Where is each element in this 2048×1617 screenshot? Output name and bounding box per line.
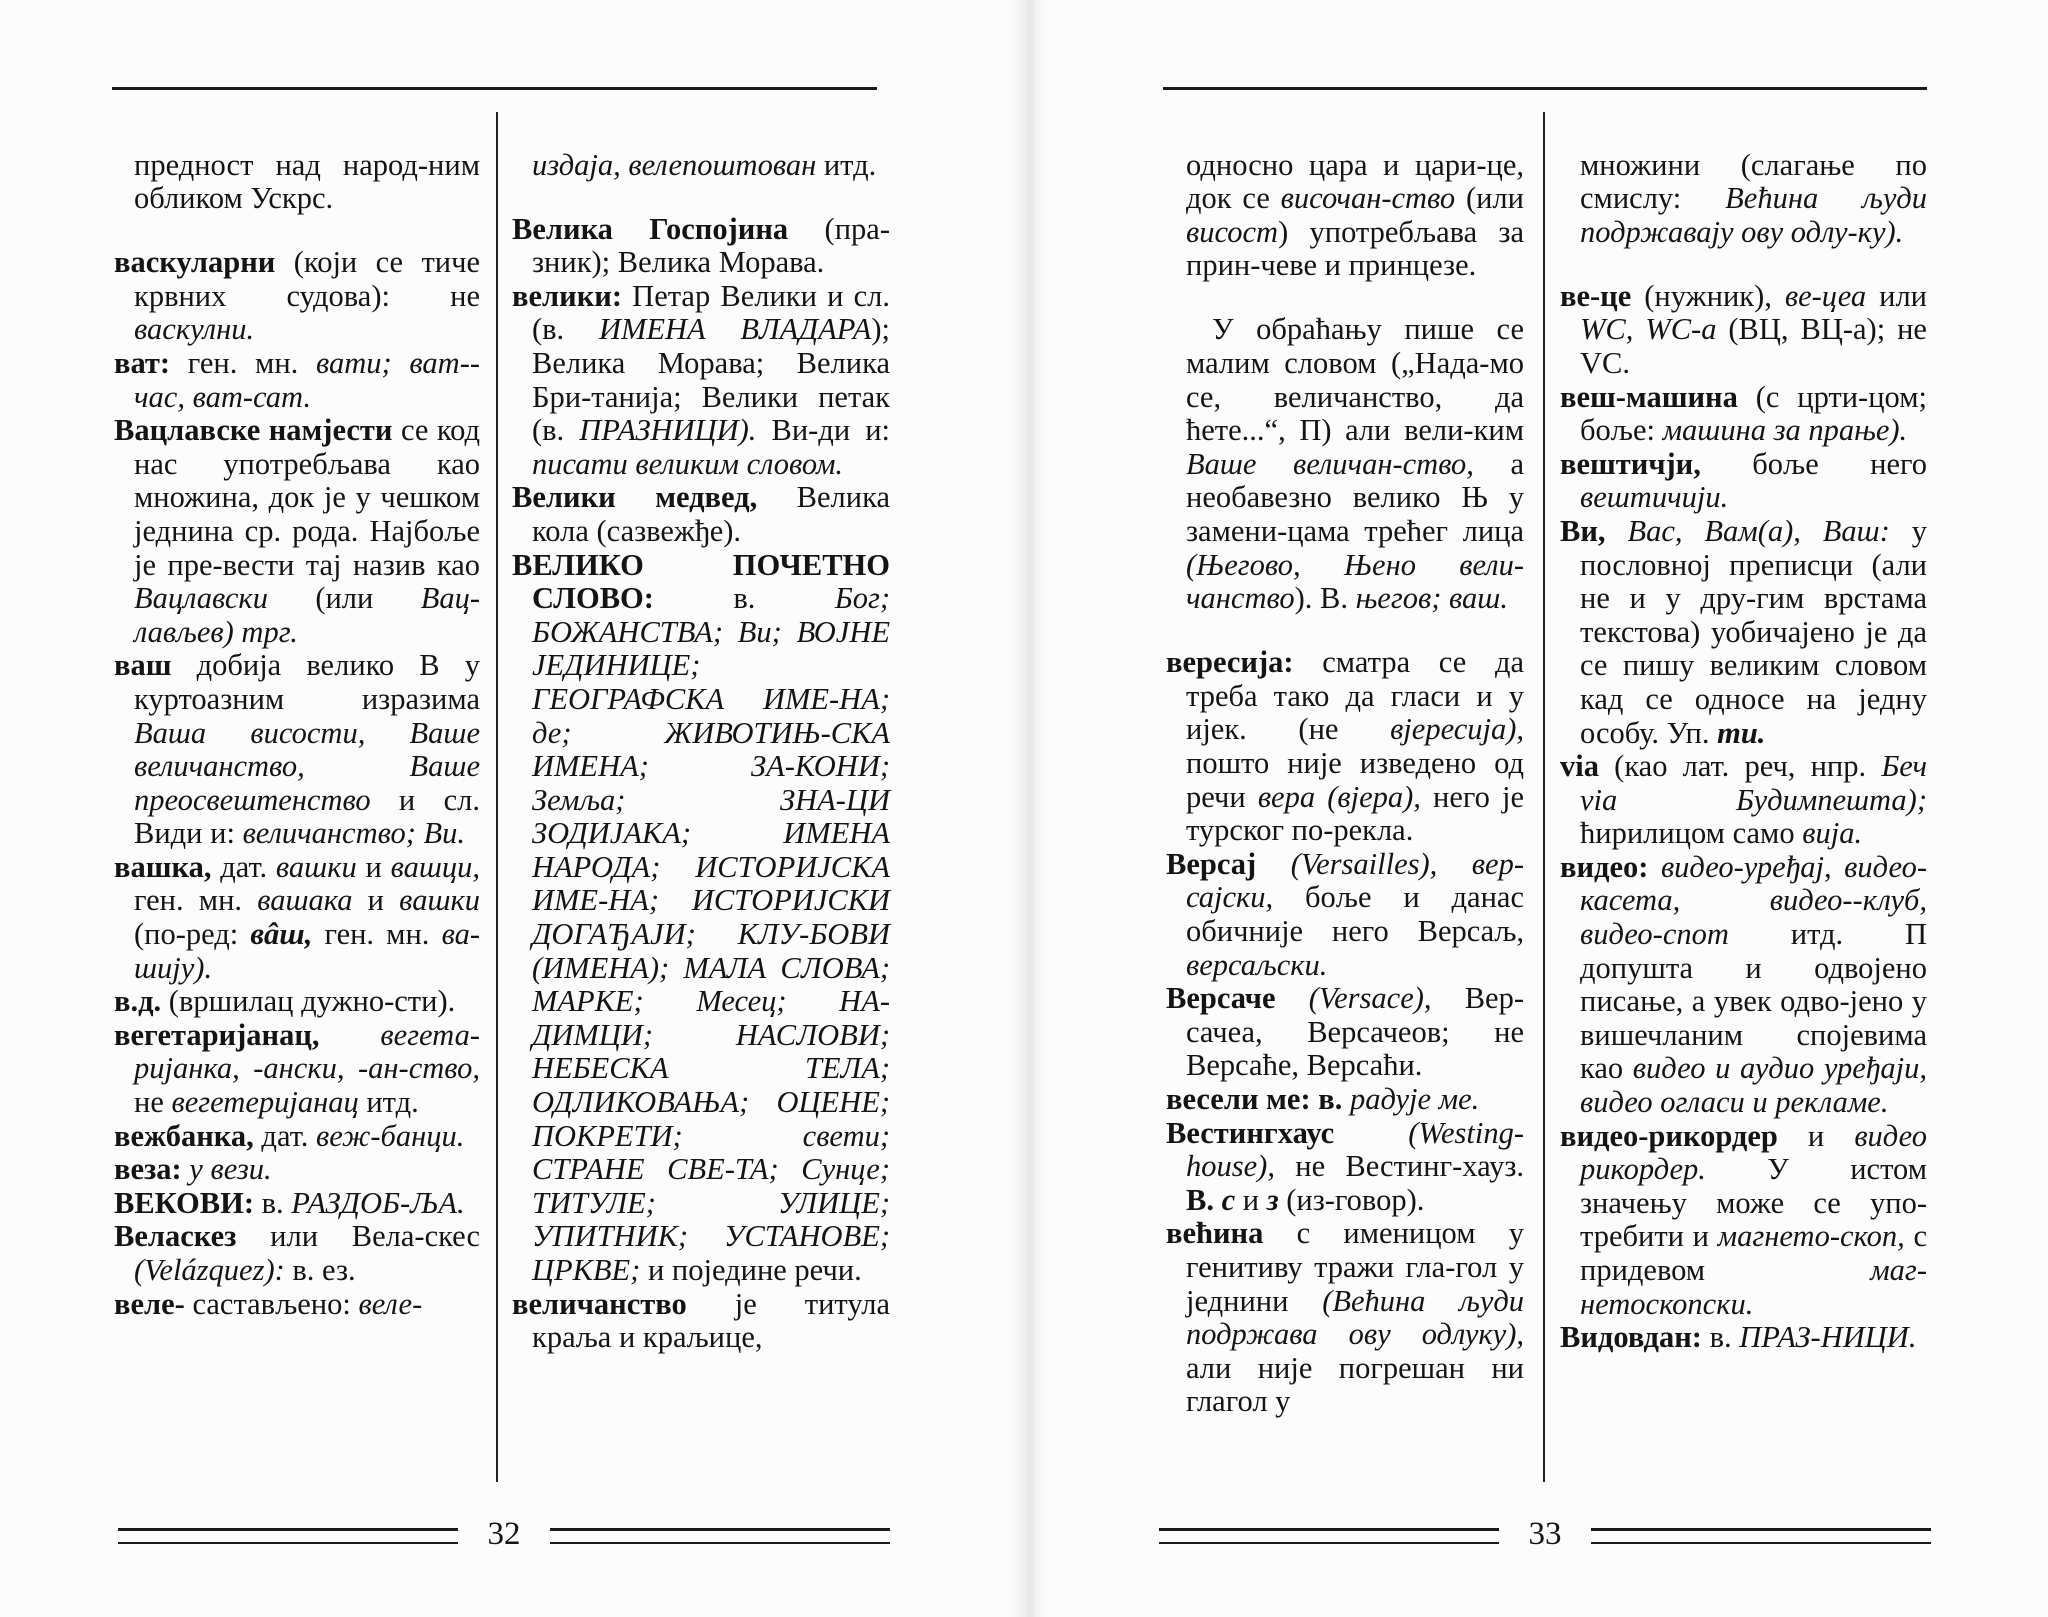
headword: Ви, — [1560, 513, 1606, 548]
entry-text: (пра-зник); Велика Морава. — [532, 211, 890, 280]
entry-text — [1606, 514, 1628, 548]
italic-text: Беч via Будимпешта); — [1580, 749, 1927, 817]
headword: Вестингхаус — [1166, 1115, 1335, 1150]
headword: Видовдан: — [1560, 1320, 1702, 1355]
entry-text: и — [352, 883, 400, 918]
entry-text: добија велико В у куртоазним изразима — [134, 648, 480, 716]
italic-text: писати великим словом. — [532, 446, 844, 481]
dictionary-entry — [114, 1153, 480, 1187]
headword: весели ме: — [1166, 1081, 1311, 1116]
page-footer — [1159, 1512, 1931, 1556]
entry-text — [320, 1018, 381, 1052]
italic-text: магнето-скоп, — [1717, 1219, 1905, 1254]
italic-text: РАЗДОБ-ЉА. — [291, 1185, 465, 1220]
italic-text: Већина људи подржавају ову одлу-ку). — [1580, 181, 1927, 249]
entry-text: итд. П допушта и одвојено писање, а увек одво-јено у вишечланим спојевима као — [1580, 917, 1927, 1086]
headword: Версај — [1166, 846, 1257, 881]
entry-text: (као лат. реч, нпр. — [1598, 749, 1882, 784]
italic-text: вати; ват--час, ват-сат. — [134, 345, 481, 414]
italic-text: Бог; БОЖАНСТВА; Ви; ВОЈНЕ ЈЕДИНИЦЕ; ГЕОГРАФСКА ИМЕ-НА; де; ЖИВОТИЊ-СКА ИМЕНА; ЗА-КОНИ; Земља; ЗНА-ЦИ ЗОДИЈАКА; ИМЕНА НАРОДА; ИСТОРИЈСКА ИМЕ-НА; ИСТОРИЈСКИ ДОГАЂАЈИ; КЛУ-БОВИ (ИМЕНА); МАЛА СЛОВА; МАРКЕ; Месец; НА-ДИМЦИ; НАСЛОВИ; НЕБЕСКА ТЕЛА; ОДЛИКОВАЊА; ОЦЕНЕ; ПОКРЕТИ; свети; СТРАНЕ СВЕ-ТА; Сунце; ТИТУЛЕ; УЛИЦЕ; УПИТНИК; УСТАНОВЕ; ЦРКВЕ; — [532, 581, 890, 1287]
entry-text: в. ез. — [284, 1253, 356, 1287]
italic-text: величанство; Ви. — [242, 816, 465, 851]
italic-text: видео и аудио уређаји, видео огласи и рекламе. — [1580, 1051, 1927, 1120]
column-left — [114, 118, 480, 1321]
entry-text: дат. — [211, 849, 276, 884]
entry-text: не — [134, 1085, 172, 1120]
entry-text: итд. — [358, 1085, 419, 1120]
entry-text — [1256, 847, 1291, 881]
italic-text: Вац-лављев) трг. — [134, 581, 480, 649]
entry-continuation — [114, 149, 480, 216]
italic-text: његов; ваш. — [1355, 581, 1508, 616]
italic-text: Ваша висости, Ваше величанство, Ваше преосвештенство — [134, 715, 480, 817]
headword: вештичји, — [1560, 446, 1701, 481]
headword: Вацлавске намјести — [114, 413, 393, 448]
entry-text — [1214, 1183, 1222, 1217]
entry-text: или Вела-скес — [236, 1219, 480, 1254]
entry-text: ћирилицом само — [1580, 816, 1803, 851]
italic-text: (Velázquez): — [134, 1253, 285, 1287]
entry-text: и поједине речи. — [640, 1253, 862, 1287]
entry-text: У обраћању пише се малим словом („Нада-мо се, величанство, да ћете...“, П) али вели-ким — [1186, 312, 1524, 448]
book-gutter — [1010, 0, 1046, 1617]
headword: видео: — [1560, 849, 1649, 884]
italic-text: радује ме. — [1349, 1081, 1480, 1116]
entry-text: с именицом у генитиву тражи гла-гол у једнини — [1186, 1216, 1524, 1318]
dictionary-entry — [114, 985, 480, 1019]
dictionary-entry — [1166, 646, 1524, 848]
page-number: 33 — [1528, 1516, 1562, 1552]
entry-text — [1342, 1082, 1350, 1116]
dictionary-entry — [512, 213, 890, 280]
italic-text: (Westing-house), — [1186, 1115, 1524, 1184]
entry-text: дат. — [253, 1118, 316, 1153]
page-right — [1046, 0, 2048, 1617]
entry-text: него је турског по-рекла. — [1186, 779, 1525, 848]
entry-text: в. — [254, 1185, 292, 1220]
entry-text: ген. мн. — [134, 883, 258, 918]
italic-text: с — [1221, 1182, 1236, 1217]
footer-rule-right — [1591, 1528, 1931, 1544]
headword: ВЕКОВИ: — [114, 1185, 254, 1220]
entry-text: односно цара и цари-це, док се — [1186, 147, 1524, 216]
dictionary-entry — [114, 1019, 480, 1120]
entry-text: (који се тиче крвних судова): не — [134, 245, 480, 313]
dictionary-entry — [512, 549, 890, 1288]
entry-text: итд. — [816, 147, 877, 182]
entry-text: с придевом — [1580, 1219, 1927, 1287]
italic-text: висост — [1186, 214, 1279, 249]
entry-text — [1648, 850, 1661, 884]
headword: васкуларни — [114, 245, 276, 280]
italic-text: у вези. — [189, 1152, 272, 1187]
dictionary-entry — [114, 1187, 480, 1221]
entry-text: састављено: — [184, 1286, 359, 1321]
entry-text: не Вестинг-хауз. — [1274, 1149, 1524, 1184]
entry-continuation — [1560, 149, 1927, 250]
entry-text: се код нас употребљава као множина, док је у чешком једнина ср. рода. Најбоље је пре-вести тај назив као — [134, 413, 480, 582]
italic-text: видео рикордер. — [1580, 1118, 1927, 1187]
headword: Веласкез — [114, 1219, 237, 1254]
italic-text: ПРАЗНИЦИ). — [579, 413, 757, 448]
entry-text: или — [1866, 278, 1927, 313]
italic-text: (Већина људи подржава ову одлуку), — [1186, 1283, 1524, 1352]
footer-rule-left — [118, 1528, 458, 1544]
italic-text: височан-ство — [1280, 181, 1456, 216]
italic-text: Вас, Вам(а), Ваш: — [1627, 513, 1890, 548]
dictionary-entry — [1166, 1117, 1524, 1218]
entry-text: ген. мн. — [170, 345, 316, 380]
entry-continuation — [1166, 149, 1524, 283]
entry-text: и — [356, 849, 391, 884]
dictionary-entry — [114, 347, 480, 414]
headword: видео-рикордер — [1560, 1118, 1778, 1153]
dictionary-entry — [512, 280, 890, 482]
footer-rule-right — [550, 1528, 890, 1544]
headword: вашка, — [114, 849, 212, 884]
italic-text: вашки — [399, 883, 480, 918]
entry-text: ). В. — [1294, 581, 1356, 616]
headword: величанство — [512, 1286, 687, 1321]
headword: вежбанка, — [114, 1118, 254, 1153]
entry-text: ген. мн. — [312, 917, 442, 952]
dictionary-entry — [114, 851, 480, 985]
italic-text: з — [1266, 1182, 1279, 1217]
headword: В. — [1186, 1182, 1214, 1217]
italic-text: веж-банци. — [315, 1118, 465, 1153]
entry-text: ); Велика Морава; Велика Бри-танија; Велики петак (в. — [532, 312, 891, 448]
entry-text: ) употребљава за прин-чеве и принцезе. — [1186, 214, 1524, 283]
headword: веза: — [114, 1152, 182, 1187]
dictionary-entry — [114, 1288, 480, 1322]
headword: већина — [1166, 1216, 1264, 1251]
headword: веш-машина — [1560, 379, 1738, 414]
entry-text: је титула краља и краљице, — [532, 1286, 890, 1355]
column-left — [1166, 118, 1524, 1419]
headword: вересија: — [1166, 645, 1294, 680]
entry-text: у пословној преписци (али не и у дру-гим врстама текстова) уобичајено је да се пишу великим словом кад се односе на једну особу. Уп. — [1580, 513, 1927, 750]
dictionary-entry — [1560, 1120, 1927, 1322]
italic-text: вија. — [1802, 816, 1863, 851]
headword: ВЕЛИКО ПОЧЕТНО СЛОВО: — [512, 547, 890, 616]
column-right — [512, 118, 890, 1355]
entry-text: Вер-сачеа, Версачеов; не Версаће, Версаћи. — [1186, 981, 1524, 1083]
entry-text: (ВЦ, ВЦ-а); не VC. — [1580, 312, 1927, 380]
dictionary-entry — [1560, 1321, 1927, 1355]
entry-text: (или — [267, 581, 421, 616]
italic-text: издаја, велепоштован — [532, 147, 817, 182]
italic-text: ИМЕНА ВЛАДАРА — [598, 312, 872, 347]
dictionary-entry — [1166, 848, 1524, 982]
dictionary-entry — [512, 1288, 890, 1355]
entry-text: Велика кола (сазвежђе). — [532, 480, 890, 548]
italic-text: вегета-ријанка, -ански, -ан-ство, — [134, 1017, 480, 1086]
entry-text: (нужник), — [1631, 278, 1785, 313]
entry-text: в. — [653, 581, 835, 616]
entry-text: предност над народ-ним обликом Ускрс. — [134, 147, 480, 216]
headword: веле- — [114, 1286, 185, 1321]
italic-text: маг-нетоскопски. — [1580, 1253, 1927, 1321]
italic-text: вâш, — [250, 917, 313, 952]
italic-text: вештичији. — [1580, 480, 1729, 515]
italic-text: Ваше величан-ство, — [1186, 446, 1474, 481]
entry-text: Петар Велики и сл. (в. — [532, 278, 890, 347]
dictionary-entry — [1166, 1083, 1524, 1117]
entry-continuation — [512, 149, 890, 183]
headword: Версаче — [1166, 981, 1276, 1016]
entry-text: и сл. Види и: — [134, 782, 480, 851]
headword: велики: — [512, 278, 622, 313]
entry-text — [1276, 981, 1309, 1015]
italic-text: ва-шију). — [134, 917, 481, 985]
column-right — [1560, 118, 1927, 1355]
page-left — [0, 0, 1010, 1617]
entry-text: множини (слагање по смислу: — [1580, 147, 1927, 216]
headword: ве-це — [1560, 278, 1632, 313]
dictionary-entry — [114, 1220, 480, 1287]
italic-text: веле- — [358, 1286, 423, 1321]
dictionary-entry — [1166, 1217, 1524, 1419]
entry-text: и — [1235, 1182, 1267, 1217]
italic-text: ПРАЗ-НИЦИ. — [1739, 1320, 1917, 1355]
italic-text: видео-уређај, видео-касета, видео--клуб, видео-спот — [1580, 849, 1927, 952]
italic-text: WC, WC-a — [1580, 312, 1717, 347]
top-rule — [1163, 87, 1927, 90]
column-divider — [496, 112, 498, 1482]
headword: Велики медвед, — [512, 480, 758, 515]
page-number: 32 — [487, 1516, 521, 1552]
italic-text: вашци, — [390, 849, 480, 884]
entry-text — [1334, 1116, 1408, 1150]
italic-text: вегетеријанац — [171, 1085, 359, 1120]
entry-text: (из-говор). — [1278, 1182, 1425, 1217]
italic-text: ве-цеа — [1784, 278, 1867, 313]
italic-text: васкулни. — [134, 312, 255, 347]
entry-text: сматра се да треба тако да гласи и у ијек. (не — [1186, 645, 1524, 747]
entry-paragraph — [1166, 313, 1524, 615]
dictionary-entry — [1560, 448, 1927, 515]
dictionary-entry — [114, 649, 480, 851]
headword: в. — [1318, 1081, 1343, 1116]
italic-text: ти. — [1717, 715, 1766, 750]
dictionary-entry — [1560, 381, 1927, 448]
entry-text: Ви-ди и: — [756, 413, 890, 448]
italic-text: Вацлавски — [134, 581, 268, 616]
dictionary-entry — [1560, 851, 1927, 1120]
dictionary-entry — [1560, 280, 1927, 381]
dictionary-entry — [114, 1120, 480, 1154]
headword: Велика Госпојина — [512, 211, 789, 246]
footer-rule-left — [1159, 1528, 1499, 1544]
dictionary-entry — [1560, 750, 1927, 851]
italic-text: (Његово, Њено вели-чанство — [1186, 547, 1524, 616]
dictionary-entry — [1560, 515, 1927, 750]
entry-text: (с црти-цом; боље: — [1580, 379, 1927, 448]
headword: ват: — [114, 345, 171, 380]
entry-text: боље него — [1700, 446, 1927, 481]
entry-text: а необавезно велико Њ у замени-цама трећег лица — [1186, 446, 1524, 548]
entry-text: (вршилац дужно-сти). — [161, 984, 456, 1019]
headword: в.д. — [114, 984, 162, 1019]
entry-text: в. — [1701, 1320, 1740, 1355]
italic-text: вашки — [275, 849, 357, 884]
italic-text: машина за прање). — [1662, 413, 1908, 448]
dictionary-entry — [114, 414, 480, 649]
entry-text: и — [1777, 1118, 1855, 1153]
italic-text: (Versailles), вер-сајски, — [1186, 846, 1524, 915]
italic-text: (Versace), — [1308, 981, 1432, 1016]
entry-text: (или — [1455, 181, 1524, 216]
entry-text: У истом значењу може се упо-требити и — [1580, 1152, 1927, 1254]
entry-text: боље и данас обичније него Версаљ, — [1186, 880, 1524, 948]
page-footer — [118, 1512, 890, 1556]
headword: вегетаријанац, — [114, 1017, 320, 1052]
headword: ваш — [114, 648, 172, 683]
dictionary-entry — [114, 246, 480, 347]
entry-text: пошто није изведено од речи — [1186, 746, 1524, 814]
top-rule — [112, 87, 877, 90]
entry-text: (по-ред: — [134, 917, 251, 952]
dictionary-entry — [1166, 982, 1524, 1083]
entry-text: али није погрешан ни глагол у — [1186, 1350, 1524, 1419]
italic-text: вашака — [257, 883, 353, 918]
column-divider — [1543, 112, 1545, 1482]
dictionary-entry — [512, 481, 890, 548]
italic-text: версаљски. — [1186, 947, 1328, 982]
headword: via — [1560, 749, 1599, 784]
italic-text: вера (вјера), — [1257, 779, 1421, 814]
italic-text: вјересија), — [1390, 712, 1524, 747]
